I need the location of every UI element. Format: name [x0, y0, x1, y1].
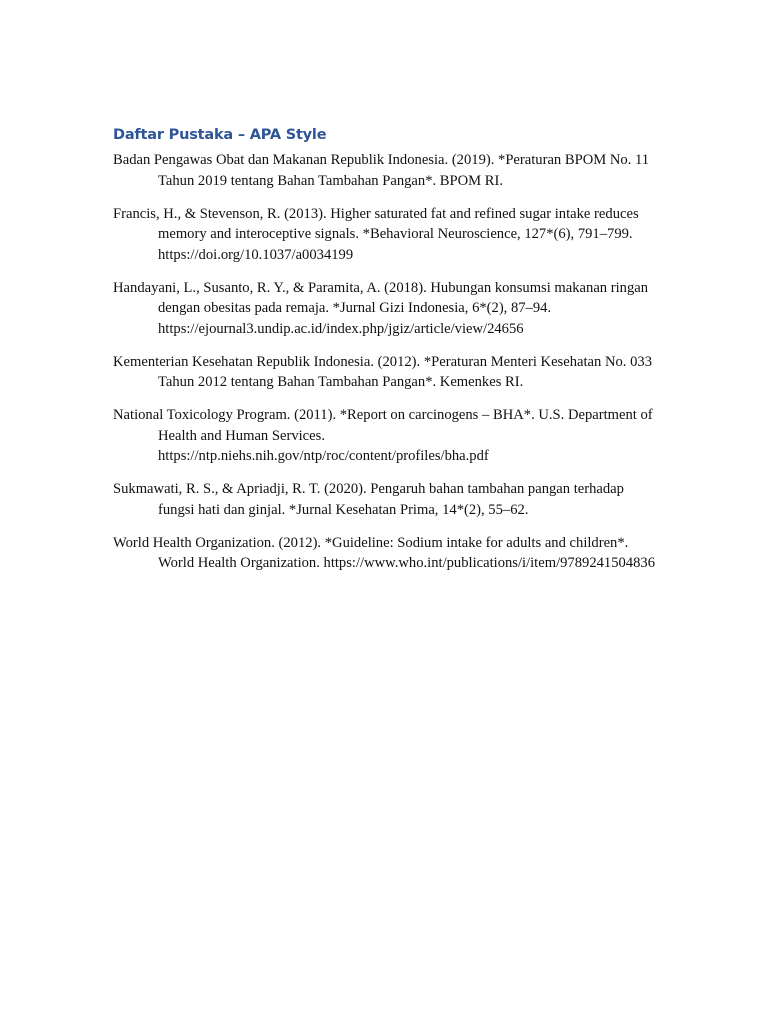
reference-entry: Sukmawati, R. S., & Apriadji, R. T. (2020). Pengaruh bahan tambahan pangan terhadap fungsi hati dan ginjal. *Jurnal Kesehatan Prima, 14*(2), 55–62.	[113, 481, 624, 518]
reference-entry: Kementerian Kesehatan Republik Indonesia. (2012). *Peraturan Menteri Kesehatan No. 033 Tahun 2012 tentang Bahan Tambahan Pangan*. Kemenkes RI.	[113, 353, 652, 390]
reference-entry: Francis, H., & Stevenson, R. (2013). Higher saturated fat and refined sugar intake reduces memory and interoceptive signals. *Behavioral Neuroscience, 127*(6), 791–799. https://doi.org/10.1037/a0034199	[113, 205, 639, 263]
reference-list	[113, 150, 658, 574]
reference-entry: World Health Organization. (2012). *Guideline: Sodium intake for adults and children*. World Health Organization. https://www.who.int/publications/i/item/9789241504836	[113, 534, 655, 571]
document-content	[113, 124, 658, 586]
reference-entry: Handayani, L., Susanto, R. Y., & Paramita, A. (2018). Hubungan konsumsi makanan ringan dengan obesitas pada remaja. *Jurnal Gizi Indonesia, 6*(2), 87–94. https://ejournal3.undip.ac.id/index.php/jgiz/article/view/24656	[113, 279, 649, 337]
reference-entry: Badan Pengawas Obat dan Makanan Republik Indonesia. (2019). *Peraturan BPOM No. 11 Tahun 2019 tentang Bahan Tambahan Pangan*. BPOM RI.	[113, 152, 650, 189]
page-title: Daftar Pustaka – APA Style	[113, 127, 327, 143]
reference-entry: National Toxicology Program. (2011). *Report on carcinogens – BHA*. U.S. Department of Health and Human Services. https://ntp.niehs.nih.gov/ntp/roc/content/profiles/bha.pdf	[113, 407, 653, 464]
